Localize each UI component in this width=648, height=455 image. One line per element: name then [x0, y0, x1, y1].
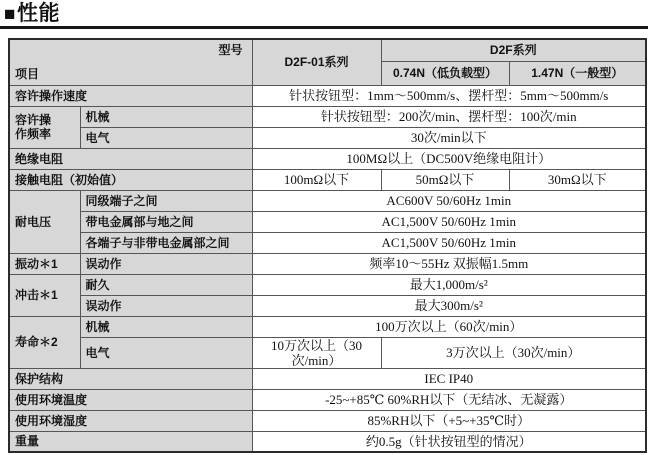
value-ambient-humidity: 85%RH以下（+5~+35℃时）: [252, 410, 646, 431]
row-label-operating-speed: 容许操作速度: [9, 85, 252, 106]
item-header-label: 项目: [15, 66, 40, 81]
row-label-contact-resistance: 接触电阻（初始值）: [9, 169, 252, 190]
row-label-shock: 冲击＊1: [9, 274, 80, 316]
value-frequency-mechanical: 针状按钮型：200次/min、摆杆型：100次/min: [252, 106, 646, 127]
sub-label-shock-malfunction: 误动作: [80, 295, 252, 316]
value-life-electrical-d2f: 3万次以上（30次/min）: [381, 337, 646, 368]
sub-label-shock-durability: 耐久: [80, 274, 252, 295]
value-insulation-resistance: 100MΩ以上（DC500V绝缘电阻计）: [252, 148, 646, 169]
row-label-weight: 重量: [9, 431, 252, 452]
value-frequency-electrical: 30次/min以下: [252, 127, 646, 148]
section-title: 性能: [16, 2, 60, 25]
value-dielectric-metal-ground: AC1,500V 50/60Hz 1min: [252, 211, 646, 232]
col-header-d2f-low-load: 0.74N（低负载型）: [381, 61, 509, 85]
sub-label-life-mechanical: 机械: [80, 316, 252, 337]
row-label-dielectric-strength: 耐电压: [9, 190, 80, 253]
value-dielectric-terminal-metal: AC1,500V 50/60Hz 1min: [252, 232, 646, 253]
value-contact-resistance-general: 30mΩ以下: [509, 169, 646, 190]
value-operating-speed: 针状按钮型：1mm～500mm/s、摆杆型：5mm～500mm/s: [252, 85, 646, 106]
value-contact-resistance-low: 50mΩ以下: [381, 169, 509, 190]
row-label-protection: 保护结构: [9, 368, 252, 389]
value-vibration-malfunction: 频率10～55Hz 双振幅1.5mm: [252, 253, 646, 274]
model-header-label: 型号: [218, 43, 243, 57]
col-header-d2f01-series: D2F-01系列: [252, 39, 381, 85]
sub-label-frequency-mechanical: 机械: [80, 106, 252, 127]
sub-label-dielectric-metal-ground: 带电金属部与地之间: [80, 211, 252, 232]
sub-label-frequency-electrical: 电气: [80, 127, 252, 148]
value-shock-durability: 最大1,000m/s²: [252, 274, 646, 295]
value-contact-resistance-d2f01: 100mΩ以下: [252, 169, 381, 190]
row-label-life: 寿命＊2: [9, 316, 80, 368]
value-ambient-temperature: -25~+85℃ 60%RH以下（无结冰、无凝露）: [252, 389, 646, 410]
performance-spec-table: [8, 38, 647, 453]
sub-label-vibration-malfunction: 误动作: [80, 253, 252, 274]
sub-label-dielectric-terminal-metal: 各端子与非带电金属部之间: [80, 232, 252, 253]
row-label-operating-frequency: 容许操作频率: [9, 106, 80, 148]
row-label-ambient-humidity: 使用环境湿度: [9, 410, 252, 431]
sub-label-dielectric-same-polarity: 同级端子之间: [80, 190, 252, 211]
col-header-d2f-series: D2F系列: [381, 39, 646, 61]
corner-header-cell: [9, 39, 252, 85]
value-weight: 约0.5g（针状按钮型的情况）: [252, 431, 646, 452]
value-shock-malfunction: 最大300m/s²: [252, 295, 646, 316]
value-dielectric-same-polarity: AC600V 50/60Hz 1min: [252, 190, 646, 211]
sub-label-life-electrical: 电气: [80, 337, 252, 368]
section-heading: [0, 0, 648, 29]
row-label-insulation-resistance: 绝缘电阻: [9, 148, 252, 169]
section-square-icon: ■: [4, 4, 16, 25]
value-life-mechanical: 100万次以上（60次/min）: [252, 316, 646, 337]
row-label-ambient-temperature: 使用环境温度: [9, 389, 252, 410]
row-label-vibration: 振动＊1: [9, 253, 80, 274]
value-life-electrical-d2f01: 10万次以上（30次/min）: [252, 337, 381, 368]
col-header-d2f-general: 1.47N（一般型）: [509, 61, 646, 85]
value-protection: IEC IP40: [252, 368, 646, 389]
